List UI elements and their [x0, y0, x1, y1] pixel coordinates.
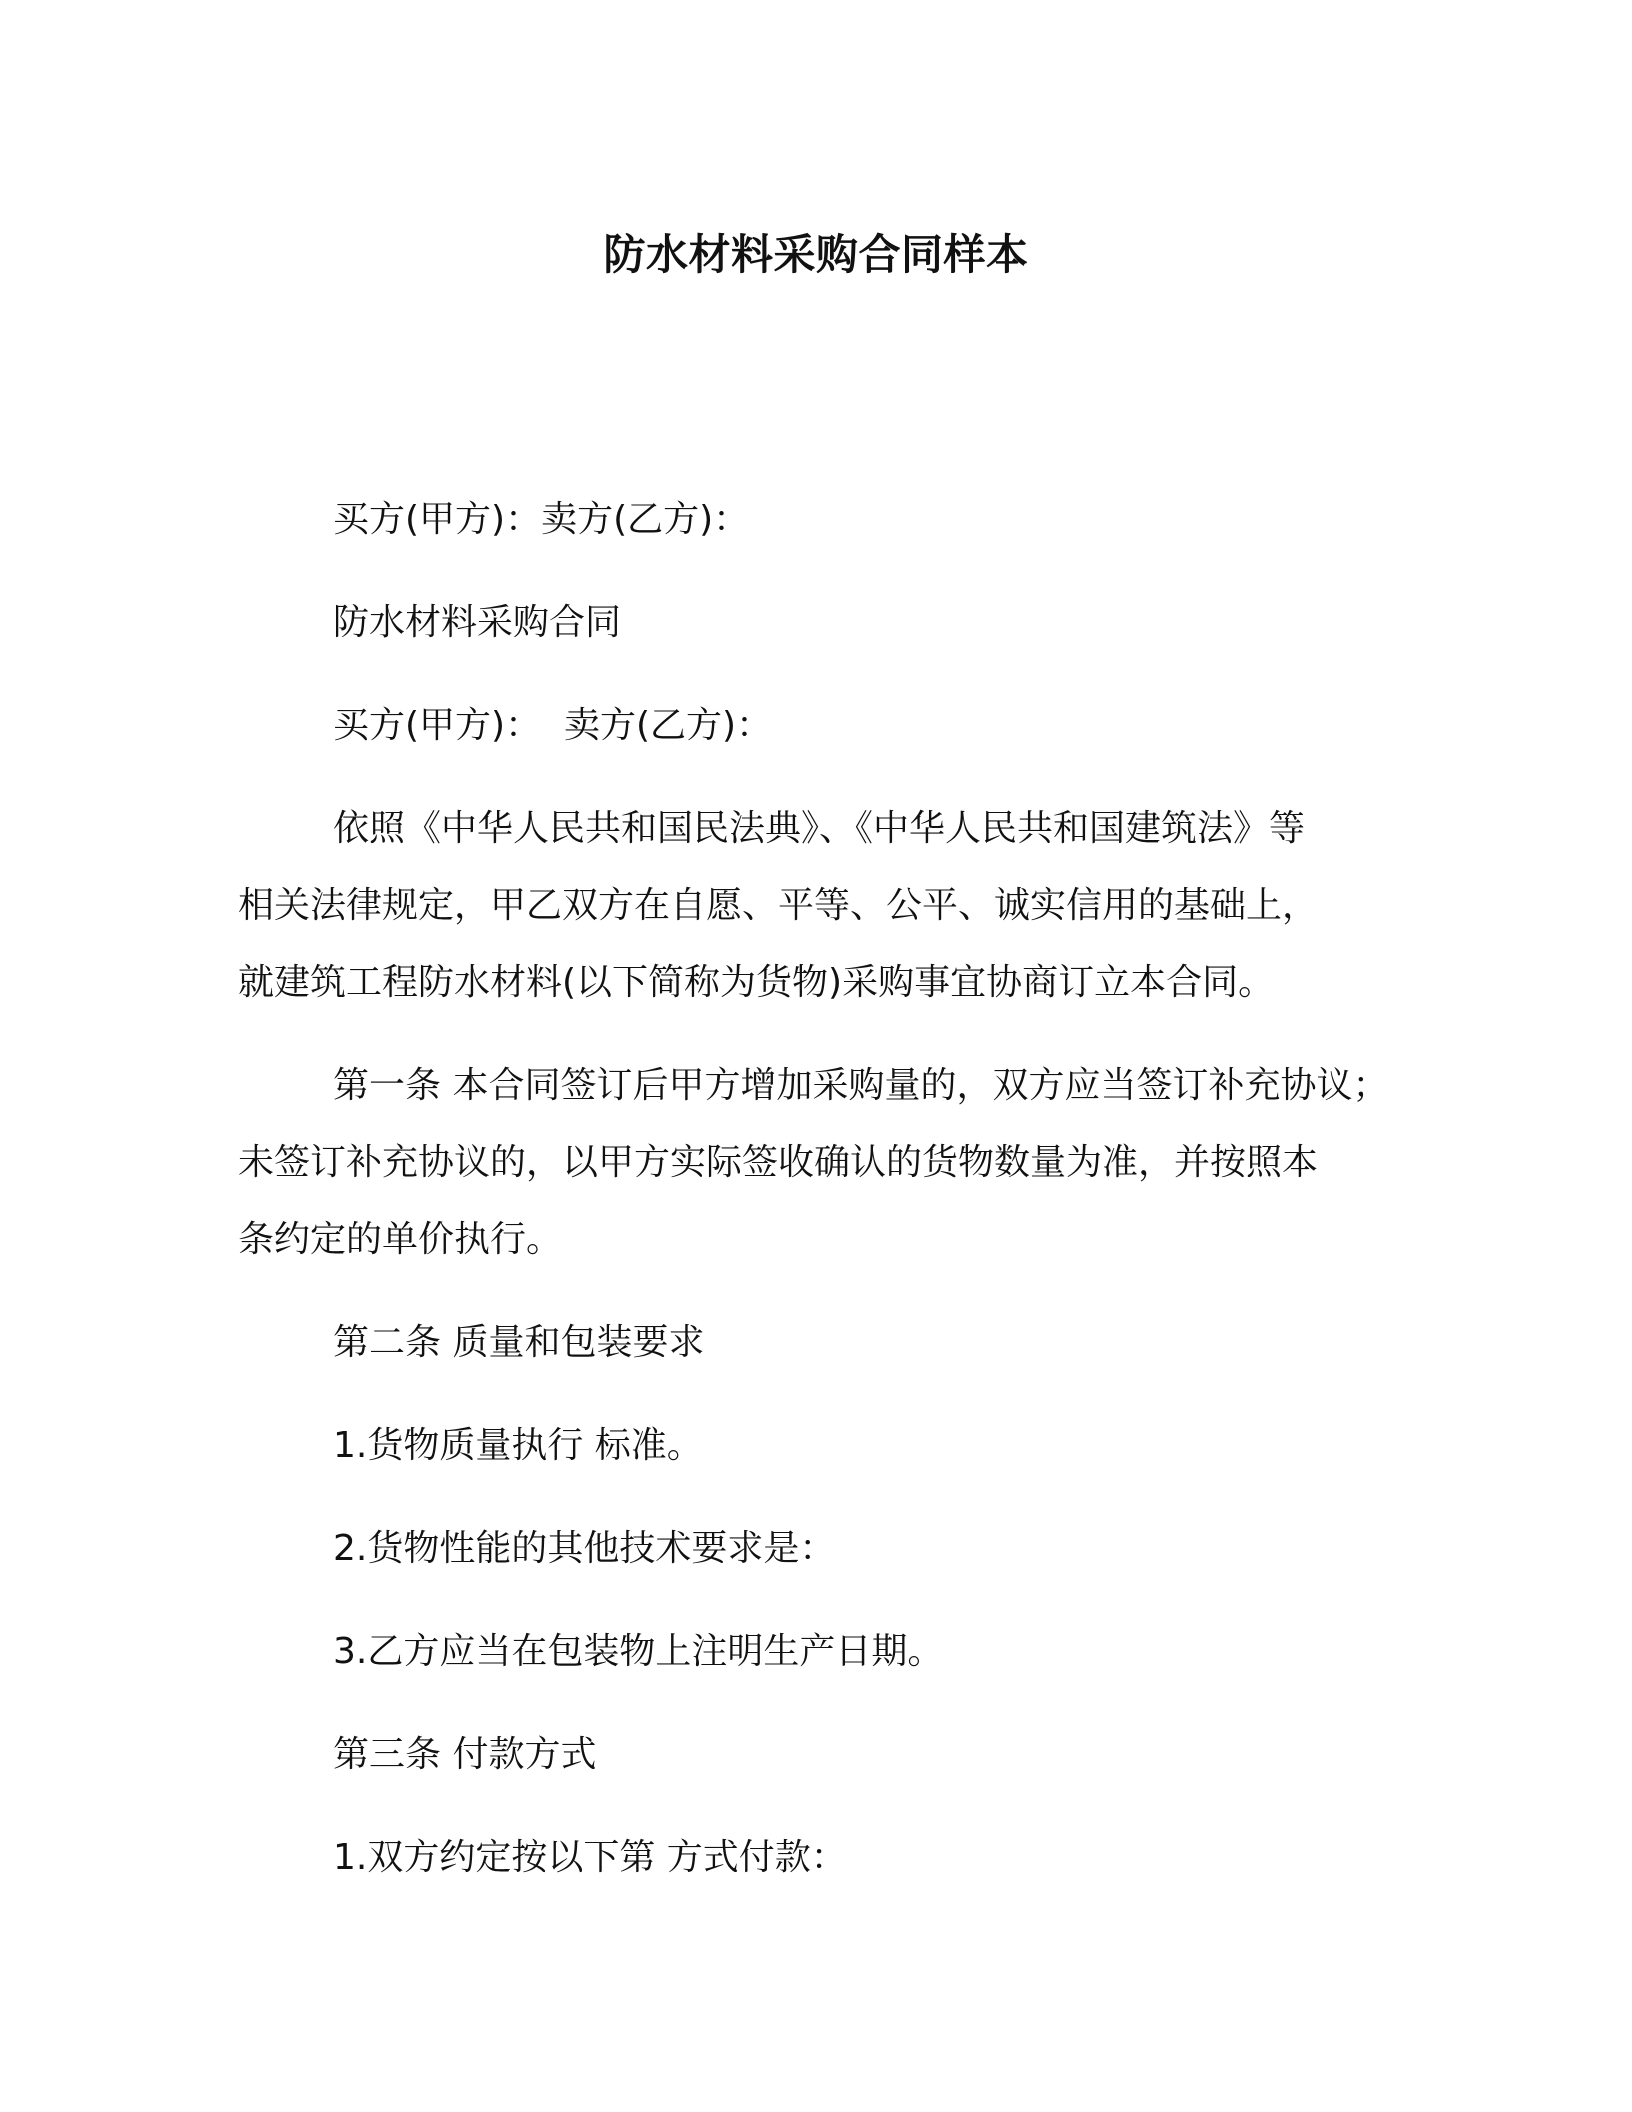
article-1-line: 第一条 本合同签订后甲方增加采购量的，双方应当签订补充协议；: [333, 1065, 1389, 1106]
article-2-item: 3.乙方应当在包装物上注明生产日期。: [333, 1631, 944, 1672]
preamble-line: 相关法律规定，甲乙双方在自愿、平等、公平、诚实信用的基础上，: [238, 885, 1319, 926]
article-3-heading: 第三条 付款方式: [333, 1734, 597, 1775]
article-1-line: 条约定的单价执行。: [238, 1219, 563, 1260]
document-title: 防水材料采购合同样本: [603, 230, 1029, 279]
preamble-line: 依照《中华人民共和国民法典》、《中华人民共和国建筑法》等: [333, 808, 1306, 849]
article-2-item: 2.货物性能的其他技术要求是：: [333, 1528, 836, 1569]
parties-line: 买方(甲方)：卖方(乙方)：: [333, 499, 750, 540]
article-2-heading: 第二条 质量和包装要求: [333, 1322, 705, 1363]
parties-line: 买方(甲方)： 卖方(乙方)：: [333, 705, 773, 746]
article-1-line: 未签订补充协议的，以甲方实际签收确认的货物数量为准，并按照本: [238, 1142, 1319, 1183]
preamble-line: 就建筑工程防水材料(以下简称为货物)采购事宜协商订立本合同。: [238, 962, 1275, 1003]
contract-subtitle: 防水材料采购合同: [333, 602, 622, 643]
article-3-item: 1.双方约定按以下第 方式付款：: [333, 1837, 847, 1878]
article-2-item: 1.货物质量执行 标准。: [333, 1425, 703, 1466]
